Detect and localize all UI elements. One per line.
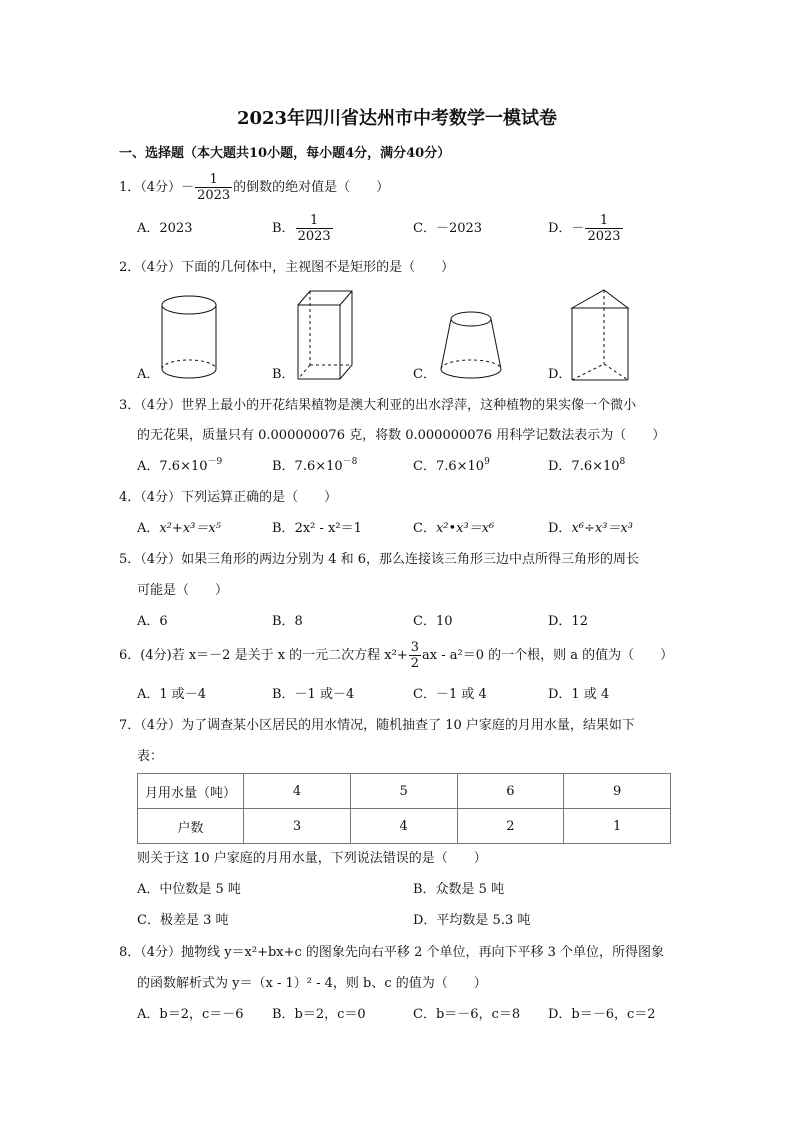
q3-number: 3． (119, 398, 141, 413)
q4-c-expr: x²•x³＝x⁶ (435, 521, 495, 536)
q3-d-base: D．7.6×10 (548, 459, 620, 474)
q4-b-expr: 2x² - x²＝1 (294, 521, 362, 536)
question-5 (119, 552, 639, 568)
q6-text-part1: 若 x＝－2 是关于 x 的一元二次方程 x²+ (171, 648, 408, 663)
q3-a-exp: －9 (207, 457, 223, 467)
q6-option-b[interactable]: B．－1 或－4 (272, 687, 355, 702)
question-4 (119, 490, 337, 506)
q6-numerator: 3 (410, 640, 420, 655)
table-cell: 月用水量（吨） (138, 774, 244, 809)
question-6 (119, 640, 673, 672)
table-row (138, 774, 671, 809)
q6-number: 6． (119, 648, 141, 663)
q2-option-c[interactable]: C． (413, 367, 436, 382)
q1-option-b-fraction (296, 213, 333, 244)
q7-text-after-table: 则关于这 10 户家庭的月用水量，下列说法错误的是（ ） (137, 851, 487, 866)
q4-points: （4分） (140, 490, 182, 505)
q1-option-b[interactable] (272, 213, 334, 245)
q4-d-expr: x⁶÷x³＝x³ (571, 521, 633, 536)
q6-text-part2: ax - a²＝0 的一个根，则 a 的值为（ ） (422, 648, 674, 663)
q6-denominator: 2 (410, 656, 420, 671)
water-usage-table (137, 773, 671, 844)
table-cell: 4 (350, 809, 457, 844)
cylinder-figure (155, 293, 225, 383)
q7-text-line1: 为了调查某小区居民的用水情况，随机抽查了 10 户家庭的月用水量，结果如下 (181, 718, 635, 733)
q1-b-num: 1 (296, 213, 333, 229)
q7-option-d[interactable]: D．平均数是 5.3 吨 (413, 913, 531, 928)
question-3 (119, 398, 636, 414)
frustum-figure (436, 305, 506, 385)
q8-option-b[interactable]: B．b＝2，c＝0 (272, 1007, 366, 1022)
q7-text-line2: 表： (137, 749, 164, 764)
table-cell: 4 (244, 774, 351, 809)
q4-d-label: D． (548, 521, 572, 536)
q3-a-base: A．7.6×10 (137, 459, 208, 474)
q2-option-b[interactable]: B． (272, 367, 295, 382)
q4-b-label: B． (272, 521, 295, 536)
q4-text: 下列运算正确的是（ ） (181, 490, 338, 505)
q3-c-base: C．7.6×10 (413, 459, 485, 474)
q3-text-line1: 世界上最小的开花结果植物是澳大利亚的出水浮萍，这种植物的果实像一个微小 (181, 398, 637, 413)
q8-option-a[interactable]: A．b＝2，c＝－6 (137, 1007, 244, 1022)
q5-option-a[interactable]: A．6 (137, 614, 168, 629)
q4-option-d[interactable] (548, 521, 633, 537)
table-cell: 6 (457, 774, 564, 809)
q1-option-b-label: B． (272, 221, 295, 236)
q1-option-d-label: D．－ (548, 221, 585, 236)
q1-b-den: 2023 (297, 229, 331, 244)
q6-option-a[interactable]: A．1 或－4 (137, 687, 207, 702)
table-cell: 5 (350, 774, 457, 809)
q3-points: （4分） (140, 398, 182, 413)
q1-text: 的倒数的绝对值是（ ） (233, 180, 390, 195)
q3-option-a[interactable] (137, 459, 222, 475)
q7-points: （4分） (140, 718, 182, 733)
table-cell: 3 (244, 809, 351, 844)
table-cell: 9 (564, 774, 671, 809)
question-7 (119, 718, 635, 734)
table-cell: 户数 (138, 809, 244, 844)
q1-number: 1． (119, 180, 141, 195)
q1-d-den: 2023 (587, 229, 621, 244)
q4-a-label: A． (137, 521, 160, 536)
q8-points: （4分） (140, 945, 182, 960)
q8-text-line2: 的函数解析式为 y＝（x - 1）² - 4，则 b、c 的值为（ ） (137, 976, 487, 991)
q2-text: 下面的几何体中，主视图不是矩形的是（ ） (181, 260, 455, 275)
q8-number: 8． (119, 945, 141, 960)
q6-points: (4分) (140, 648, 172, 663)
q1-numerator: 1 (195, 172, 232, 188)
q8-option-d[interactable]: D．b＝－6，c＝2 (548, 1007, 656, 1022)
q6-fraction (409, 640, 421, 671)
q3-c-exp: 9 (484, 457, 490, 467)
q3-text-line2: 的无花果，质量只有 0.000000076 克，将数 0.000000076 用科学记数法表示为（ ） (137, 428, 666, 443)
q1-d-num: 1 (585, 213, 622, 229)
q3-option-c[interactable] (413, 459, 490, 475)
q4-a-expr: x²+x³＝x⁵ (159, 521, 221, 536)
q2-points: （4分） (140, 260, 182, 275)
q1-sign: － (181, 180, 195, 195)
q5-number: 5． (119, 552, 141, 567)
q2-option-d[interactable]: D． (548, 367, 572, 382)
q8-option-c[interactable]: C．b＝－6，c＝8 (413, 1007, 521, 1022)
q6-option-c[interactable]: C．－1 或 4 (413, 687, 487, 702)
q7-number: 7． (119, 718, 141, 733)
q4-option-c[interactable] (413, 521, 494, 537)
q1-option-a[interactable]: A．2023 (137, 221, 193, 236)
q4-option-b[interactable] (272, 521, 362, 537)
question-1 (119, 172, 389, 204)
q1-option-d[interactable] (548, 213, 624, 245)
q1-points: （4分） (140, 180, 182, 195)
q7-option-a[interactable]: A．中位数是 5 吨 (137, 882, 241, 897)
q8-text-line1: 抛物线 y＝x²+bx+c 的图象先向右平移 2 个单位，再向下平移 3 个单位，所得图象 (181, 945, 665, 960)
q5-option-c[interactable]: C．10 (413, 614, 453, 629)
q3-d-exp: 8 (619, 457, 626, 467)
q5-option-b[interactable]: B．8 (272, 614, 303, 629)
q5-text-line2: 可能是（ ） (137, 583, 229, 598)
triangular-prism-figure (568, 288, 638, 384)
table-cell: 1 (564, 809, 671, 844)
q3-b-base: B．7.6×10 (272, 459, 343, 474)
q4-c-label: C． (413, 521, 436, 536)
q1-option-d-fraction (585, 213, 622, 244)
q3-b-exp: －8 (342, 457, 358, 467)
q7-option-c[interactable]: C．极差是 3 吨 (137, 913, 229, 928)
q7-option-b[interactable]: B．众数是 5 吨 (413, 882, 505, 897)
table-cell: 2 (457, 809, 564, 844)
q5-option-d[interactable]: D．12 (548, 614, 588, 629)
q1-denominator: 2023 (197, 188, 231, 203)
q6-option-d[interactable]: D．1 或 4 (548, 687, 610, 702)
question-8 (119, 945, 664, 961)
q5-points: （4分） (140, 552, 182, 567)
q4-number: 4． (119, 490, 141, 505)
exam-title: 2023年四川省达州市中考数学一模试卷 (236, 108, 558, 129)
q4-option-a[interactable] (137, 521, 221, 537)
q2-number: 2． (119, 260, 141, 275)
cuboid-figure (290, 287, 360, 383)
q3-option-b[interactable] (272, 459, 357, 475)
section-heading: 一、选择题（本大题共10小题，每小题4分，满分40分） (119, 146, 451, 161)
q1-option-c[interactable]: C．－2023 (413, 221, 483, 236)
question-2 (119, 260, 454, 276)
table-row (138, 809, 671, 844)
q1-fraction (195, 172, 232, 203)
q3-option-d[interactable] (548, 459, 625, 475)
q5-text-line1: 如果三角形的两边分别为 4 和 6，那么连接该三角形三边中点所得三角形的周长 (181, 552, 640, 567)
q2-option-a[interactable]: A． (137, 367, 160, 382)
